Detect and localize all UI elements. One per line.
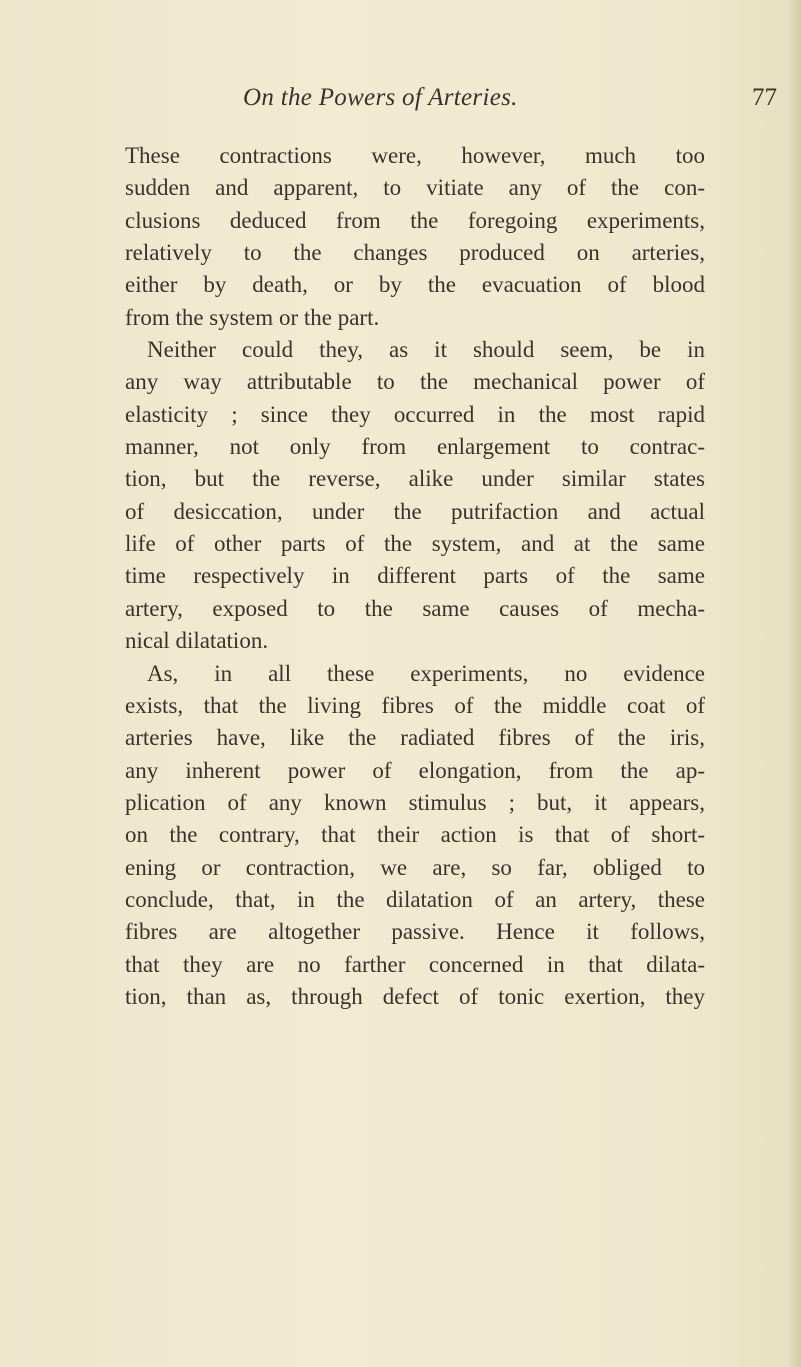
text-line: These contractions were, however, much too <box>125 143 705 168</box>
text-line: sudden and apparent, to vitiate any of the con- <box>125 175 705 201</box>
text-line: tion, than as, through defect of tonic exertion, they <box>125 983 705 1009</box>
text-line: exists, that the living fibres of the middle coat of <box>125 692 705 718</box>
text-line: elasticity ; since they occurred in the most rapid <box>125 401 705 427</box>
text-line: As, in all these experiments, no evidence <box>147 660 705 686</box>
text-line: artery, exposed to the same causes of mecha- <box>125 595 705 621</box>
text-line: tion, but the reverse, alike under similar states <box>125 466 705 492</box>
text-line: ening or contraction, we are, so far, obliged to <box>125 854 705 880</box>
text-line: Neither could they, as it should seem, be in <box>147 337 705 363</box>
text-line: life of other parts of the system, and at the same <box>125 531 705 557</box>
text-line: any way attributable to the mechanical power of <box>125 369 705 395</box>
text-line: clusions deduced from the foregoing experiments, <box>125 207 705 233</box>
text-line: plication of any known stimulus ; but, it appears, <box>125 789 705 815</box>
page-edge-shadow <box>787 0 801 1367</box>
text-line: fibres are altogether passive. Hence it follows, <box>125 919 705 945</box>
running-head: On the Powers of Arteries. <box>243 84 518 111</box>
text-line: on the contrary, that their action is that of short- <box>125 822 705 848</box>
text-line: time respectively in different parts of the same <box>125 563 705 589</box>
text-line: relatively to the changes produced on arteries, <box>125 240 705 266</box>
text-line: conclude, that, in the dilatation of an artery, these <box>125 886 705 912</box>
text-line: any inherent power of elongation, from the ap- <box>125 757 705 783</box>
text-line: arteries have, like the radiated fibres of the iris, <box>125 725 705 751</box>
text-line: either by death, or by the evacuation of blood <box>125 272 705 298</box>
page-number: 77 <box>752 84 777 111</box>
text-line: that they are no farther concerned in that dilata- <box>125 951 705 977</box>
text-line: of desiccation, under the putrifaction and actual <box>125 498 705 524</box>
text-line: nical dilatation. <box>125 628 269 654</box>
body-text <box>125 140 705 1013</box>
text-line: manner, not only from enlargement to contrac- <box>125 434 705 460</box>
page-header <box>0 84 801 124</box>
text-line: from the system or the part. <box>125 304 380 330</box>
